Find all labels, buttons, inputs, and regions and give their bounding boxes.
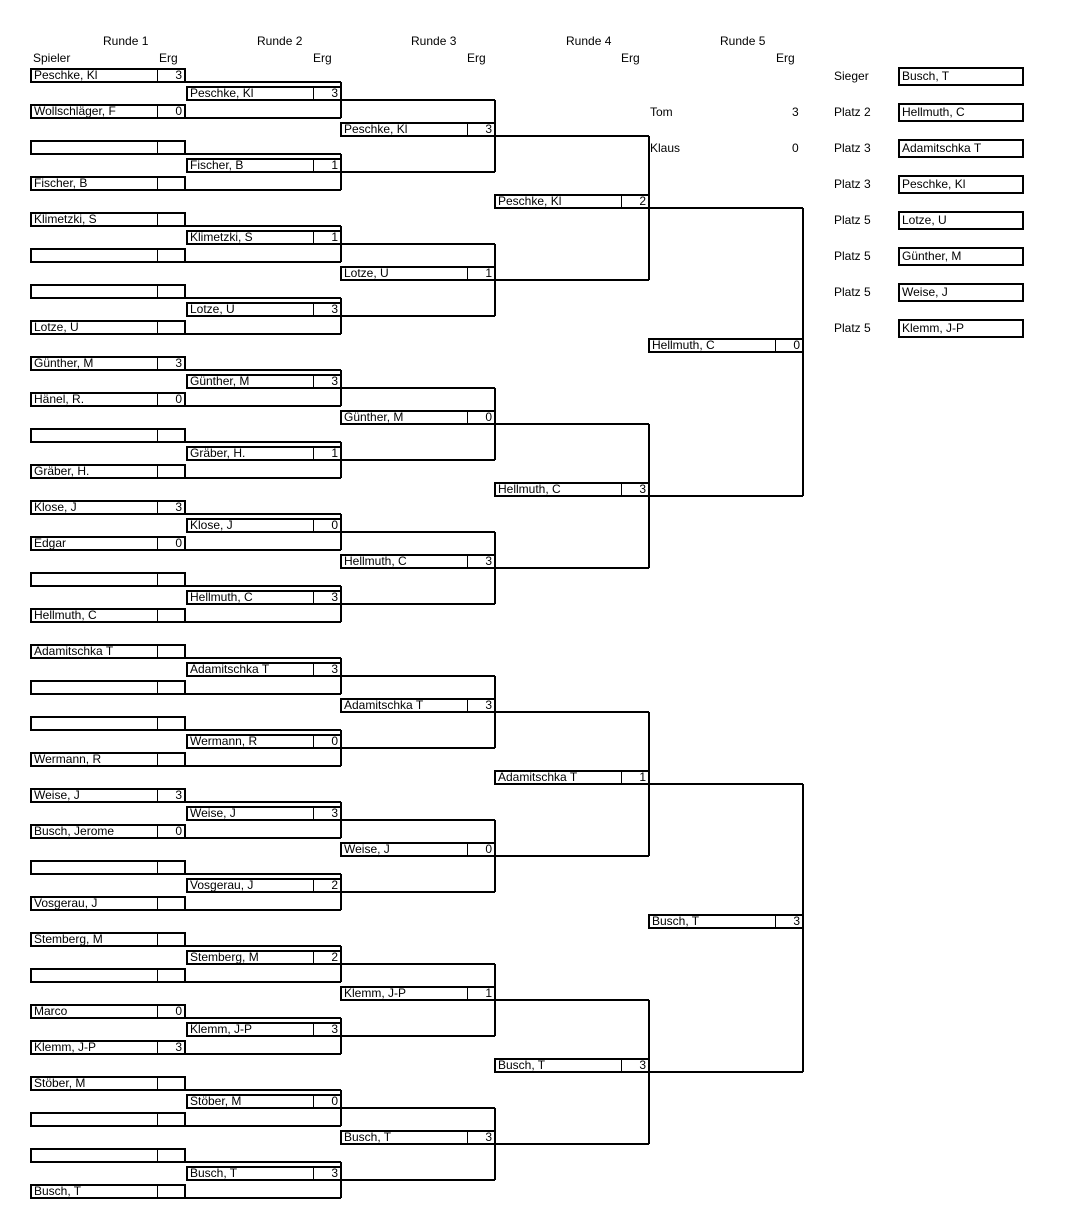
- standing-name: Günther, M: [898, 247, 1024, 266]
- player-name: Gräber, H.: [34, 466, 90, 477]
- round-2-slot: [186, 302, 342, 317]
- round-1-slot: [30, 716, 186, 731]
- player-name: Weise, J: [344, 844, 390, 855]
- player-score: 0: [157, 394, 184, 405]
- standing-name: Busch, T: [898, 67, 1024, 86]
- third-place-score-2: 0: [792, 141, 799, 155]
- round-3-slot: [340, 698, 496, 713]
- round-3-slot: [340, 122, 496, 137]
- player-name: Peschke, Kl: [344, 124, 408, 135]
- round-1-slot: [30, 248, 186, 263]
- round-1-slot: [30, 284, 186, 299]
- player-name: Klemm, J-P: [190, 1024, 253, 1035]
- player-score: 3: [775, 916, 802, 927]
- player-name: Busch, Jerome: [34, 826, 115, 837]
- player-score: [157, 214, 184, 225]
- round-1-slot: [30, 1112, 186, 1127]
- round-2-slot: [186, 806, 342, 821]
- round-1-slot: [30, 644, 186, 659]
- round-1-slot: [30, 212, 186, 227]
- player-name: Busch, T: [344, 1132, 392, 1143]
- player-name: Busch, T: [652, 916, 700, 927]
- player-score: 3: [313, 376, 340, 387]
- round-2-slot: [186, 518, 342, 533]
- player-score: 3: [157, 358, 184, 369]
- round-1-slot: [30, 1076, 186, 1091]
- standing-place: Sieger: [834, 69, 869, 83]
- player-name: Vosgerau, J: [34, 898, 98, 909]
- player-score: 0: [157, 1006, 184, 1017]
- standing-place: Platz 5: [834, 285, 871, 299]
- round-1-slot: [30, 1004, 186, 1019]
- erg-header-round-4: Erg: [621, 51, 640, 65]
- player-score: [157, 466, 184, 477]
- player-name: Hänel, R.: [34, 394, 85, 405]
- round-1-slot: [30, 788, 186, 803]
- player-name: Klose, J: [34, 502, 77, 513]
- round-3-slot: [340, 266, 496, 281]
- player-name: Edgar: [34, 538, 67, 549]
- round-1-slot: [30, 896, 186, 911]
- erg-header-round-1: Erg: [159, 51, 178, 65]
- standing-name: Peschke, Kl: [898, 175, 1024, 194]
- player-score: 0: [467, 844, 494, 855]
- round-2-slot: [186, 158, 342, 173]
- player-score: 3: [157, 1042, 184, 1053]
- erg-header-round-3: Erg: [467, 51, 486, 65]
- player-name: [32, 1114, 157, 1125]
- round-2-slot: [186, 1022, 342, 1037]
- round-2-slot: [186, 86, 342, 101]
- round-5-slot: [648, 338, 804, 353]
- player-name: Stöber, M: [34, 1078, 86, 1089]
- standing-name: Klemm, J-P: [898, 319, 1024, 338]
- player-score: 2: [313, 952, 340, 963]
- round-2-slot: [186, 1166, 342, 1181]
- player-score: 3: [467, 1132, 494, 1143]
- player-name: Peschke, Kl: [190, 88, 254, 99]
- player-score: [157, 754, 184, 765]
- player-score: [157, 1114, 184, 1125]
- player-score: 3: [313, 1168, 340, 1179]
- round-1-slot: [30, 176, 186, 191]
- player-score: 3: [467, 700, 494, 711]
- player-name: Klose, J: [190, 520, 233, 531]
- round-1-header: Runde 1: [103, 34, 149, 48]
- player-name: Lotze, U: [344, 268, 389, 279]
- player-name: Adamitschka T: [498, 772, 578, 783]
- player-score: [157, 1150, 184, 1161]
- player-score: 1: [313, 232, 340, 243]
- player-name: Peschke, Kl: [498, 196, 562, 207]
- round-1-slot: [30, 536, 186, 551]
- player-name: Adamitschka T: [34, 646, 114, 657]
- round-1-slot: [30, 1040, 186, 1055]
- player-score: [157, 682, 184, 693]
- round-1-slot: [30, 572, 186, 587]
- standing-name: Adamitschka T: [898, 139, 1024, 158]
- player-name: Stemberg, M: [190, 952, 259, 963]
- player-score: 0: [313, 1096, 340, 1107]
- player-score: [157, 142, 184, 153]
- round-2-header: Runde 2: [257, 34, 303, 48]
- player-name: [32, 1150, 157, 1161]
- round-1-slot: [30, 1184, 186, 1199]
- round-2-slot: [186, 1094, 342, 1109]
- round-1-slot: [30, 608, 186, 623]
- player-name: Hellmuth, C: [190, 592, 253, 603]
- round-1-slot: [30, 1148, 186, 1163]
- player-score: [157, 718, 184, 729]
- player-name: Stemberg, M: [34, 934, 103, 945]
- player-name: Vosgerau, J: [190, 880, 254, 891]
- player-name: Busch, T: [190, 1168, 238, 1179]
- player-name: Wermann, R: [34, 754, 102, 765]
- player-name: Günther, M: [34, 358, 94, 369]
- round-1-slot: [30, 392, 186, 407]
- player-name: Hellmuth, C: [652, 340, 715, 351]
- player-score: [157, 286, 184, 297]
- player-name: [32, 430, 157, 441]
- player-name: Wermann, R: [190, 736, 258, 747]
- player-name: Weise, J: [190, 808, 236, 819]
- player-score: 3: [313, 88, 340, 99]
- player-score: [157, 178, 184, 189]
- player-score: [157, 970, 184, 981]
- player-name: Klimetzki, S: [190, 232, 253, 243]
- round-1-slot: [30, 140, 186, 155]
- player-name: [32, 250, 157, 261]
- player-score: [157, 610, 184, 621]
- round-1-slot: [30, 500, 186, 515]
- erg-header-round-5: Erg: [776, 51, 795, 65]
- player-score: 1: [621, 772, 648, 783]
- standing-place: Platz 3: [834, 177, 871, 191]
- player-score: [157, 646, 184, 657]
- player-name: Gräber, H.: [190, 448, 246, 459]
- player-score: [157, 322, 184, 333]
- round-3-slot: [340, 1130, 496, 1145]
- player-score: 1: [313, 448, 340, 459]
- player-score: 3: [313, 592, 340, 603]
- player-name: Klemm, J-P: [34, 1042, 97, 1053]
- player-name: Hellmuth, C: [498, 484, 561, 495]
- standing-place: Platz 5: [834, 213, 871, 227]
- round-4-slot: [494, 1058, 650, 1073]
- round-1-slot: [30, 824, 186, 839]
- player-score: 0: [157, 106, 184, 117]
- player-score: [157, 898, 184, 909]
- standing-name: Hellmuth, C: [898, 103, 1024, 122]
- player-score: [157, 934, 184, 945]
- round-4-slot: [494, 770, 650, 785]
- round-1-slot: [30, 968, 186, 983]
- player-score: [157, 1078, 184, 1089]
- player-name: Lotze, U: [190, 304, 235, 315]
- player-name: Lotze, U: [34, 322, 79, 333]
- player-name: Günther, M: [190, 376, 250, 387]
- player-name: [32, 682, 157, 693]
- player-score: 3: [621, 1060, 648, 1071]
- round-3-slot: [340, 410, 496, 425]
- player-score: 1: [313, 160, 340, 171]
- player-name: Adamitschka T: [344, 700, 424, 711]
- round-2-slot: [186, 230, 342, 245]
- round-1-slot: [30, 752, 186, 767]
- standing-place: Platz 5: [834, 321, 871, 335]
- player-score: 0: [775, 340, 802, 351]
- player-score: 3: [313, 664, 340, 675]
- player-name: [32, 286, 157, 297]
- player-name: Weise, J: [34, 790, 80, 801]
- round-1-slot: [30, 428, 186, 443]
- player-name: Marco: [34, 1006, 68, 1017]
- round-1-slot: [30, 320, 186, 335]
- player-score: 0: [157, 826, 184, 837]
- player-name: [32, 574, 157, 585]
- round-4-slot: [494, 482, 650, 497]
- round-2-slot: [186, 734, 342, 749]
- player-score: [157, 574, 184, 585]
- round-1-slot: [30, 860, 186, 875]
- player-score: 3: [313, 1024, 340, 1035]
- round-5-slot: [648, 914, 804, 929]
- round-1-slot: [30, 68, 186, 83]
- erg-header-round-2: Erg: [313, 51, 332, 65]
- player-name: Peschke, Kl: [34, 70, 98, 81]
- player-score: [157, 1186, 184, 1197]
- player-name: Fischer, B: [34, 178, 88, 189]
- round-2-slot: [186, 878, 342, 893]
- player-score: [157, 430, 184, 441]
- player-score: 2: [313, 880, 340, 891]
- player-name: Hellmuth, C: [34, 610, 97, 621]
- player-score: 1: [467, 988, 494, 999]
- player-score: 3: [157, 70, 184, 81]
- player-name: Günther, M: [344, 412, 404, 423]
- round-4-slot: [494, 194, 650, 209]
- player-name: Fischer, B: [190, 160, 244, 171]
- player-name: Stöber, M: [190, 1096, 242, 1107]
- round-1-slot: [30, 932, 186, 947]
- round-1-slot: [30, 680, 186, 695]
- player-score: 3: [313, 304, 340, 315]
- third-place-player-2: Klaus: [650, 141, 681, 155]
- round-1-slot: [30, 464, 186, 479]
- player-name: Busch, T: [34, 1186, 82, 1197]
- player-score: 0: [313, 736, 340, 747]
- player-score: 0: [157, 538, 184, 549]
- round-2-slot: [186, 374, 342, 389]
- player-score: 3: [313, 808, 340, 819]
- player-score: 3: [621, 484, 648, 495]
- round-3-slot: [340, 986, 496, 1001]
- round-3-slot: [340, 842, 496, 857]
- round-5-header: Runde 5: [720, 34, 766, 48]
- player-name: Hellmuth, C: [344, 556, 407, 567]
- round-3-header: Runde 3: [411, 34, 457, 48]
- player-name: [32, 718, 157, 729]
- player-name: [32, 142, 157, 153]
- player-score: 0: [467, 412, 494, 423]
- standing-place: Platz 2: [834, 105, 871, 119]
- third-place-player-1: Tom: [650, 105, 673, 119]
- round-1-slot: [30, 104, 186, 119]
- standing-name: Lotze, U: [898, 211, 1024, 230]
- player-score: 0: [313, 520, 340, 531]
- spieler-column-header: Spieler: [33, 51, 71, 65]
- player-name: Busch, T: [498, 1060, 546, 1071]
- player-name: Wollschläger, F: [34, 106, 116, 117]
- round-2-slot: [186, 662, 342, 677]
- round-3-slot: [340, 554, 496, 569]
- round-1-slot: [30, 356, 186, 371]
- standing-place: Platz 5: [834, 249, 871, 263]
- player-name: Klimetzki, S: [34, 214, 97, 225]
- standing-place: Platz 3: [834, 141, 871, 155]
- player-score: 3: [157, 502, 184, 513]
- round-2-slot: [186, 950, 342, 965]
- third-place-score-1: 3: [792, 105, 799, 119]
- player-score: 2: [621, 196, 648, 207]
- player-name: [32, 862, 157, 873]
- player-score: [157, 250, 184, 261]
- round-4-header: Runde 4: [566, 34, 612, 48]
- player-score: 3: [467, 556, 494, 567]
- standing-name: Weise, J: [898, 283, 1024, 302]
- player-score: [157, 862, 184, 873]
- player-name: [32, 970, 157, 981]
- player-score: 3: [467, 124, 494, 135]
- player-score: 3: [157, 790, 184, 801]
- round-2-slot: [186, 446, 342, 461]
- player-name: Adamitschka T: [190, 664, 270, 675]
- player-score: 1: [467, 268, 494, 279]
- round-2-slot: [186, 590, 342, 605]
- player-name: Klemm, J-P: [344, 988, 407, 999]
